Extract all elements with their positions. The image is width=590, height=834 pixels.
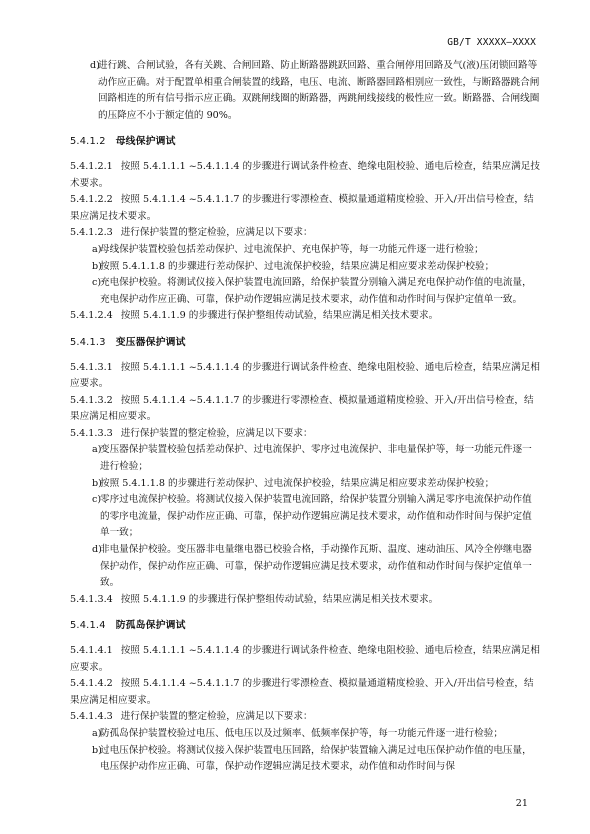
list-item-text: 过电压保护校验。将测试仪接入保护装置电压回路，给保护装置输入满足过电压保护动作值的电压量，电压保护动作应正确、可靠，保护动作逻辑应满足技术要求，动作值和动作时间与保 (100, 744, 532, 773)
section-heading (70, 335, 540, 352)
list-item-text: 非电量保护校验。变压器非电量继电器已校验合格，手动操作瓦斯、温度、速动油压、风冷全停继电器保护动作，保护动作应正确、可靠，保护动作逻辑应满足技术要求，动作值和动作时间与保护定值单一致。 (100, 544, 532, 589)
clause-number: 5.4.1.3.2 (70, 394, 113, 406)
list-item (70, 442, 540, 475)
list-item-text: 进行跳、合闸试验，各有关跳、合闸回路、防止断路器跳跃回路、重合闸停用回路及气(液)压闭锁回路等动作应正确。对于配置单相重合闸装置的线路，电压、电流、断路器回路相别应一致性，与断路器跳合闸回路相连的所有信号指示应正确。双跳闸线圈的断路器，两跳闸线接线的极性应一致。断路器、合闸线圈的压降应不小于额定值的 90%。 (98, 60, 540, 121)
clause-paragraph (70, 360, 540, 393)
document-body (70, 58, 540, 776)
clause-number: 5.4.1.2.4 (70, 310, 113, 322)
section-title: 防孤岛保护调试 (115, 620, 186, 632)
list-item (70, 259, 540, 276)
list-marker: b) (92, 477, 102, 489)
clause-text: 按照 5.4.1.1.1 ~5.4.1.1.4 的步骤进行调试条件检查、绝缘电阻校验、通电后检查，结果应满足相应要求。 (70, 645, 540, 673)
clause-text: 按照 5.4.1.1.9 的步骤进行保护整组传动试验，结果应满足相关技术要求。 (120, 310, 439, 322)
clause-number: 5.4.1.3.3 (70, 427, 113, 439)
clause-paragraph (70, 426, 540, 443)
clause-paragraph (70, 709, 540, 726)
list-marker: d) (90, 60, 100, 71)
list-marker: b) (92, 260, 102, 272)
section-number: 5.4.1.2 (70, 136, 106, 148)
list-item (70, 58, 540, 124)
clause-number: 5.4.1.2.3 (70, 227, 113, 239)
clause-text: 按照 5.4.1.1.4 ~5.4.1.1.7 的步骤进行零漂检查、模拟量通道精度检验、开入/开出信号检查，结果应满足相应要求。 (70, 394, 534, 423)
clause-number: 5.4.1.2.1 (70, 160, 113, 172)
list-item-text: 零序过电流保护校验。将测试仪接入保护装置电流回路，给保护装置分别输入满足零序电流保护动作值的零序电流量，保护动作应正确、可靠，保护动作逻辑应满足技术要求，动作值和动作时间与保护定值单一致； (100, 494, 532, 539)
list-marker: a) (92, 243, 102, 255)
section-heading (70, 134, 540, 151)
clause-paragraph (70, 192, 540, 225)
clause-text: 按照 5.4.1.1.4 ~5.4.1.1.7 的步骤进行零漂检查、模拟量通道精度检验、开入/开出信号检查，结果应满足技术要求。 (70, 194, 534, 222)
clause-paragraph (70, 393, 540, 426)
list-item (70, 726, 540, 743)
clause-text: 按照 5.4.1.1.4 ~5.4.1.1.7 的步骤进行零漂检查、模拟量通道精度检验、开入/开出信号检查，结果应满足相应要求。 (70, 678, 534, 706)
clause-paragraph (70, 676, 540, 709)
list-item (70, 242, 540, 259)
list-marker: b) (92, 744, 102, 756)
list-marker: a) (92, 444, 102, 456)
section-title: 母线保护调试 (115, 136, 176, 148)
clause-text: 进行保护装置的整定检验，应满足以下要求： (120, 711, 313, 723)
clause-number: 5.4.1.3.1 (70, 361, 113, 373)
list-item-text: 充电保护校验。将测试仪接入保护装置电流回路，给保护装置分别输入满足充电保护动作值的电流量，充电保护动作应正确、可靠，保护动作逻辑应满足技术要求，动作值和动作时间与保护定值单一致。 (100, 277, 532, 305)
clause-number: 5.4.1.4.1 (70, 645, 113, 656)
clause-paragraph (70, 592, 540, 609)
clause-number: 5.4.1.3.4 (70, 593, 113, 605)
clause-paragraph (70, 308, 540, 325)
clause-number: 5.4.1.4.3 (70, 711, 113, 723)
list-marker: c) (92, 277, 102, 289)
section-heading (70, 618, 540, 635)
clause-text: 按照 5.4.1.1.1 ~5.4.1.1.4 的步骤进行调试条件检查、绝缘电阻校验、通电后检查，结果应满足技术要求。 (70, 160, 540, 189)
list-item-text: 按照 5.4.1.1.8 的步骤进行差动保护、过电流保护校验，结果应满足相应要求差动保护校验； (100, 477, 495, 489)
clause-paragraph (70, 225, 540, 242)
list-marker: d) (92, 544, 102, 556)
section-title: 变压器保护调试 (115, 336, 186, 348)
list-item-text: 按照 5.4.1.1.8 的步骤进行差动保护、过电流保护校验，结果应满足相应要求差动保护校验； (100, 260, 495, 272)
section-number: 5.4.1.3 (70, 336, 106, 348)
clause-paragraph (70, 643, 540, 676)
clause-paragraph (70, 159, 540, 192)
list-item (70, 743, 540, 776)
list-item (70, 476, 540, 493)
clause-number: 5.4.1.4.2 (70, 678, 113, 690)
clause-number: 5.4.1.2.2 (70, 194, 113, 206)
list-item-text: 变压器保护装置校验包括差动保护、过电流保护、零序过电流保护、非电量保护等，每一功能元件逐一进行检验； (100, 444, 532, 473)
clause-text: 进行保护装置的整定检验，应满足以下要求： (120, 227, 313, 239)
clause-text: 进行保护装置的整定检验，应满足以下要求： (120, 427, 313, 439)
section-number: 5.4.1.4 (70, 620, 106, 632)
page-number: 21 (515, 798, 528, 809)
document-code: GB/T XXXXX—XXXX (447, 37, 536, 48)
list-item-text: 母线保护装置校验包括差动保护、过电流保护、充电保护等，每一功能元件逐一进行检验； (100, 243, 484, 255)
list-item (70, 542, 540, 592)
list-item (70, 275, 540, 308)
list-item (70, 492, 540, 542)
clause-text: 按照 5.4.1.1.1 ~5.4.1.1.4 的步骤进行调试条件检查、绝缘电阻校验、通电后检查，结果应满足相应要求。 (70, 361, 540, 390)
list-item-text: 防孤岛保护装置校验过电压、低电压以及过频率、低频率保护等，每一功能元件逐一进行检验； (100, 727, 503, 739)
list-marker: a) (92, 727, 102, 739)
list-marker: c) (92, 494, 102, 506)
clause-text: 按照 5.4.1.1.9 的步骤进行保护整组传动试验，结果应满足相关技术要求。 (120, 593, 439, 605)
